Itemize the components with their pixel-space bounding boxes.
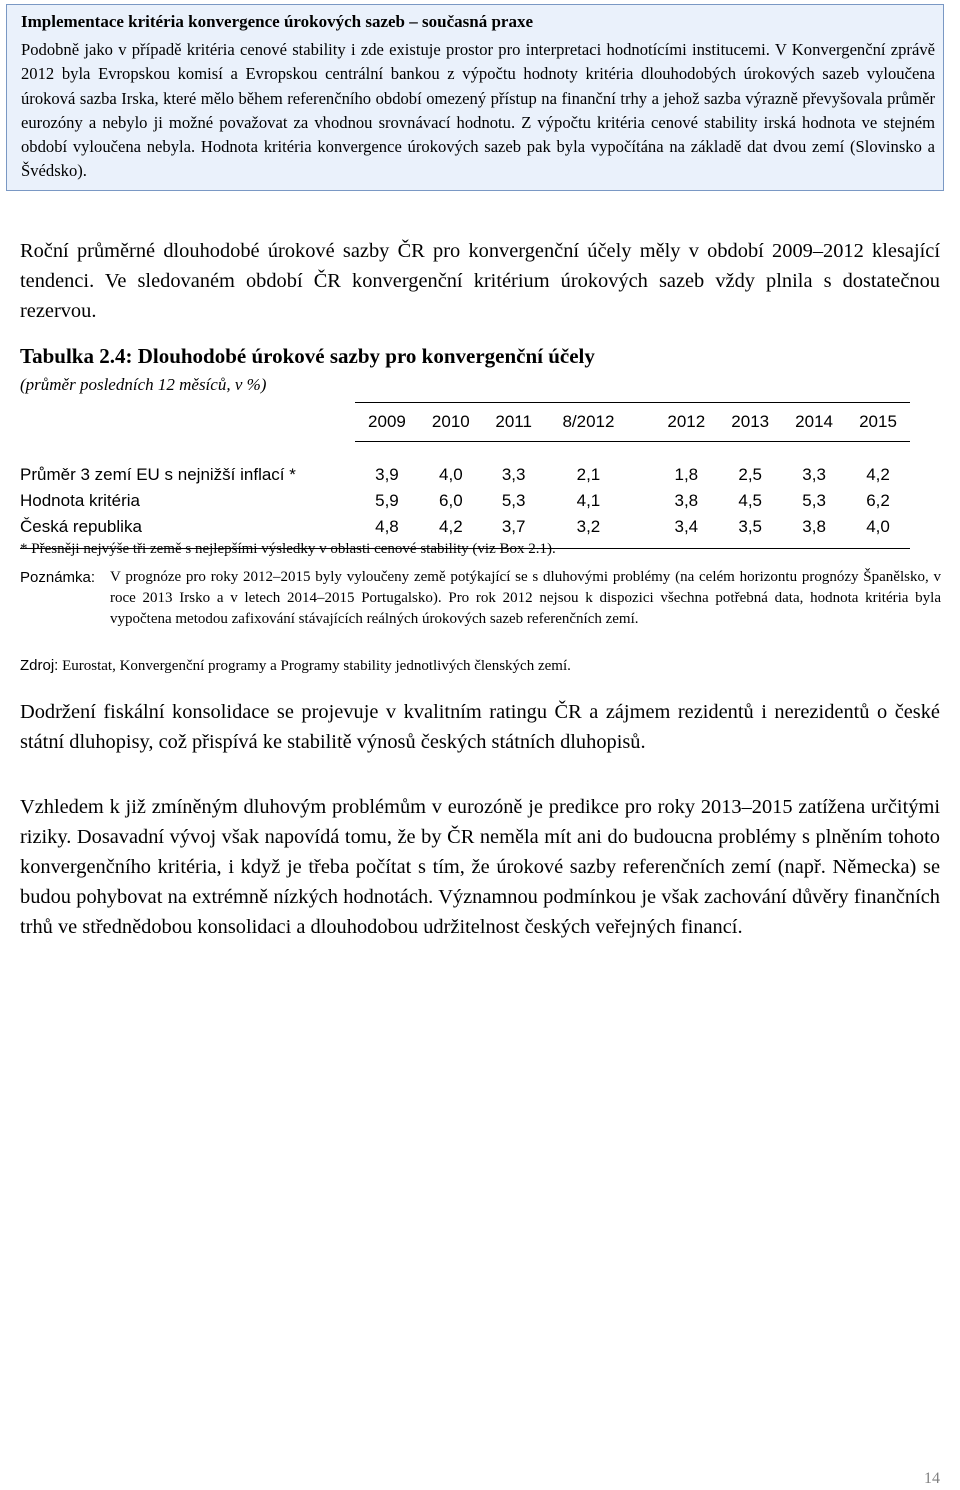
cell: 5,3 xyxy=(802,491,826,510)
table-note xyxy=(20,567,941,630)
cell: 3,8 xyxy=(782,514,846,549)
table-row xyxy=(20,442,910,489)
cell: 6,2 xyxy=(866,491,890,510)
cell: 4,2 xyxy=(419,514,483,549)
cell: 1,8 xyxy=(674,465,699,484)
cell: 5,3 xyxy=(501,491,526,510)
table-source xyxy=(20,657,571,675)
cell: 4,5 xyxy=(738,491,763,510)
row-label: Česká republika xyxy=(20,514,355,549)
col-header: 2010 xyxy=(419,403,483,442)
source-label: Zdroj: xyxy=(20,657,59,674)
cell: 3,7 xyxy=(483,514,545,549)
cell: 4,0 xyxy=(439,465,463,484)
paragraph-2: Dodržení fiskální konsolidace se projevuje v kvalitním ratingu ČR a zájmem rezidentů i nerezidentů o české státní dluhopisy, což přispívá ke stabilitě výnosů českých státních dluhopisů. xyxy=(20,701,940,753)
source-text: Eurostat, Konvergenční programy a Programy stability jednotlivých členských zemí. xyxy=(58,658,571,674)
cell: 3,2 xyxy=(545,514,633,549)
col-header: 2013 xyxy=(718,403,782,442)
paragraph-3: Vzhledem k již zmíněným dluhovým problémům v eurozóně je predikce pro roky 2013–2015 zatížena určitými riziky. Dosavadní vývoj však napovídá tomu, že by ČR neměla mít ani do budoucna problémy s plněním tohoto konvergenčního kritéria, i když je třeba počítat s tím, že úrokové sazby referenčních zemí (např. Německa) se budou pohybovat na extrémně nízkých hodnotách. Významnou podmínkou je však zachování důvěry finančních trhů ve střednědobou konsolidaci a dlouhodobou udržitelnost českých veřejných financí. xyxy=(20,796,940,938)
note-text: V prognóze pro roky 2012–2015 byly vyloučeny země potýkající se s dluhovými problémy (na celém horizontu prognózy Španělsko, v roce 2013 Irsko a v letech 2014–2015 Portugalsko). Pro rok 2012 nejsou k dispozici všechna potřebná data, hodnota kritéria byla vypočtena metodou zafixování stávajících reálných úrokových sazeb referenčních zemí. xyxy=(110,569,941,627)
table-header-row xyxy=(20,403,910,442)
col-header: 2011 xyxy=(483,403,545,442)
box-text: Podobně jako v případě kritéria cenové stability i zde existuje prostor pro interpretaci hodnotícími institucemi. V Konvergenční zprávě 2012 byla Evropskou komisí a Evropskou centrální bankou z výpočtu hodnoty kritéria dlouhodobých úrokových sazeb vyloučena úroková sazba Irska, které mělo během referenčního období omezený přístup na finanční trhy a jehož sazba výrazně převyšovala průměr eurozóny a nebylo ji možné považovat za vhodnou srovnávací hodnotu. Z výpočtu kritéria cenové stability irská hodnota ve stejném období vyloučena nebyla. Hodnota kritéria konvergence úrokových sazeb pak byla vypočítána na základě dat dvou zemí (Slovinsko a Švédsko). xyxy=(21,40,935,181)
cell: 2,1 xyxy=(576,465,601,484)
header-label-cell xyxy=(20,403,355,442)
cell: 4,0 xyxy=(846,514,910,549)
col-gap xyxy=(632,403,654,442)
cell: 2,5 xyxy=(738,465,763,484)
col-header: 2014 xyxy=(782,403,846,442)
cell: 3,3 xyxy=(802,465,826,484)
table-footnote: * Přesněji nejvýše tři země s nejlepšími výsledky v oblasti cenové stability (viz Box 2.1). xyxy=(20,541,556,557)
cell: 4,1 xyxy=(576,491,601,510)
row-label: Hodnota kritéria xyxy=(20,491,141,510)
col-header: 2012 xyxy=(654,403,718,442)
col-header: 2009 xyxy=(355,403,419,442)
paragraph-1: Roční průměrné dlouhodobé úrokové sazby ČR pro konvergenční účely měly v období 2009–2012 klesající tendenci. Ve sledovaném období ČR konvergenční kritérium úrokových sazeb vždy plnila s dostatečnou rezervou. xyxy=(20,240,940,322)
cell: 3,3 xyxy=(501,465,526,484)
cell: 3,9 xyxy=(375,465,399,484)
cell: 3,4 xyxy=(654,514,718,549)
cell: 6,0 xyxy=(439,491,463,510)
cell: 4,8 xyxy=(355,514,419,549)
table-row xyxy=(20,488,910,514)
cell: 5,9 xyxy=(375,491,399,510)
table-subtitle: (průměr posledních 12 měsíců, v %) xyxy=(20,375,267,394)
col-header: 2015 xyxy=(846,403,910,442)
rates-table xyxy=(20,402,910,549)
box-title: Implementace kritéria konvergence úrokových sazeb – současná praxe xyxy=(21,12,533,31)
cell: 3,8 xyxy=(674,491,699,510)
cell: 4,2 xyxy=(866,465,890,484)
page-number: 14 xyxy=(924,1470,940,1487)
row-label: Průměr 3 zemí EU s nejnižší inflací * xyxy=(20,464,296,484)
note-label: Poznámka: xyxy=(20,569,96,586)
table-title: Tabulka 2.4: Dlouhodobé úrokové sazby pro konvergenční účely xyxy=(20,344,595,368)
info-box xyxy=(6,4,944,191)
cell: 3,5 xyxy=(718,514,782,549)
col-header: 8/2012 xyxy=(545,403,633,442)
